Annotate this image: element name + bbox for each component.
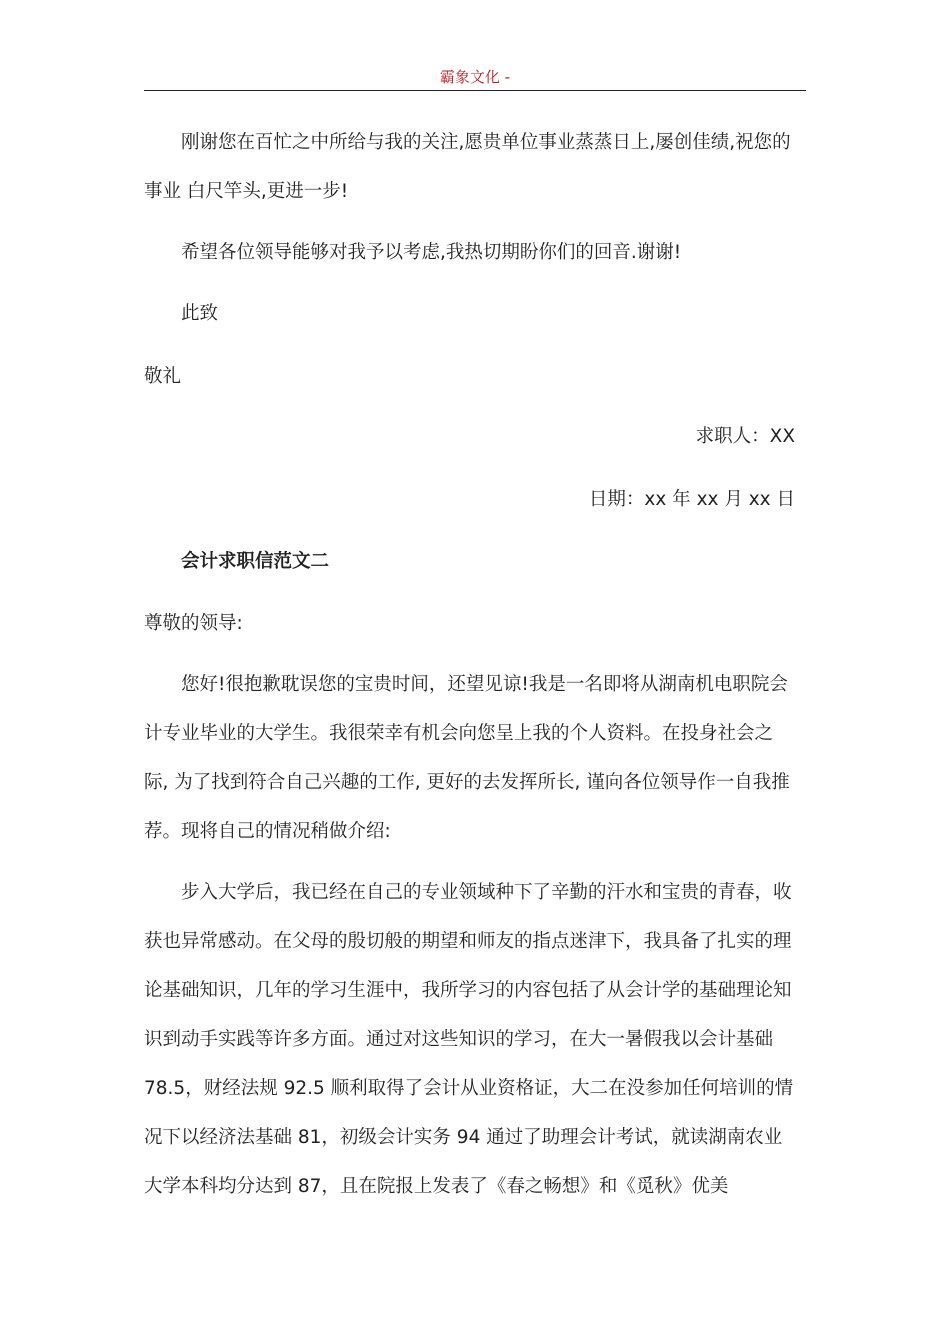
paragraph-university: 步入大学后，我已经在自己的专业领域种下了辛勤的汗水和宝贵的青春，收获也异常感动。在父母的殷切般的期望和师友的指点迷津下，我具备了扎实的理论基础知识，几年的学习生涯中，我所学习的内容包括了从会计学的基础理论知识到动手实践等许多方面。通过对这些知识的学习，在大一暑假我以会计基础 78.5，财经法规 92.5 顺利取得了会计从业资格证，大二在没参加任何培训的情况下以经济法基础 81，初级会计实务 94 通过了助理会计考试，就读湖南农业大学本科均分达到 87，且在院报上发表了《春之畅想》和《觅秋》优美 <box>144 882 794 1197</box>
salutation: 尊敬的领导: <box>144 613 243 634</box>
closing-cizhi: 此致 <box>181 303 219 324</box>
signer-line: 求职人：XX <box>695 426 795 447</box>
paragraph-intro: 您好!很抱歉耽误您的宝贵时间，还望见谅!我是一名即将从湖南机电职院会计专业毕业的大学生。我很荣幸有机会向您呈上我的个人资料。在投身社会之际, 为了找到符合自己兴趣的工作, 更好的去发挥所长, 谨向各位领导作一自我推荐。现将自己的情况稍做介绍: <box>144 674 790 842</box>
document-body <box>144 118 795 1211</box>
paragraph-thanks: 刚谢您在百忙之中所给与我的关注,愿贵单位事业蒸蒸日上,屡创佳绩,祝您的事业 白尺竿头,更进一步! <box>144 132 791 202</box>
section-title: 会计求职信范文二 <box>181 551 330 572</box>
date-line: 日期：xx 年 xx 月 xx 日 <box>588 489 795 510</box>
paragraph-hope: 希望各位领导能够对我予以考虑,我热切期盼你们的回音.谢谢! <box>181 242 682 263</box>
page-header: 霸象文化 - <box>439 68 511 86</box>
closing-jingli: 敬礼 <box>144 366 182 387</box>
header-divider <box>144 90 806 91</box>
